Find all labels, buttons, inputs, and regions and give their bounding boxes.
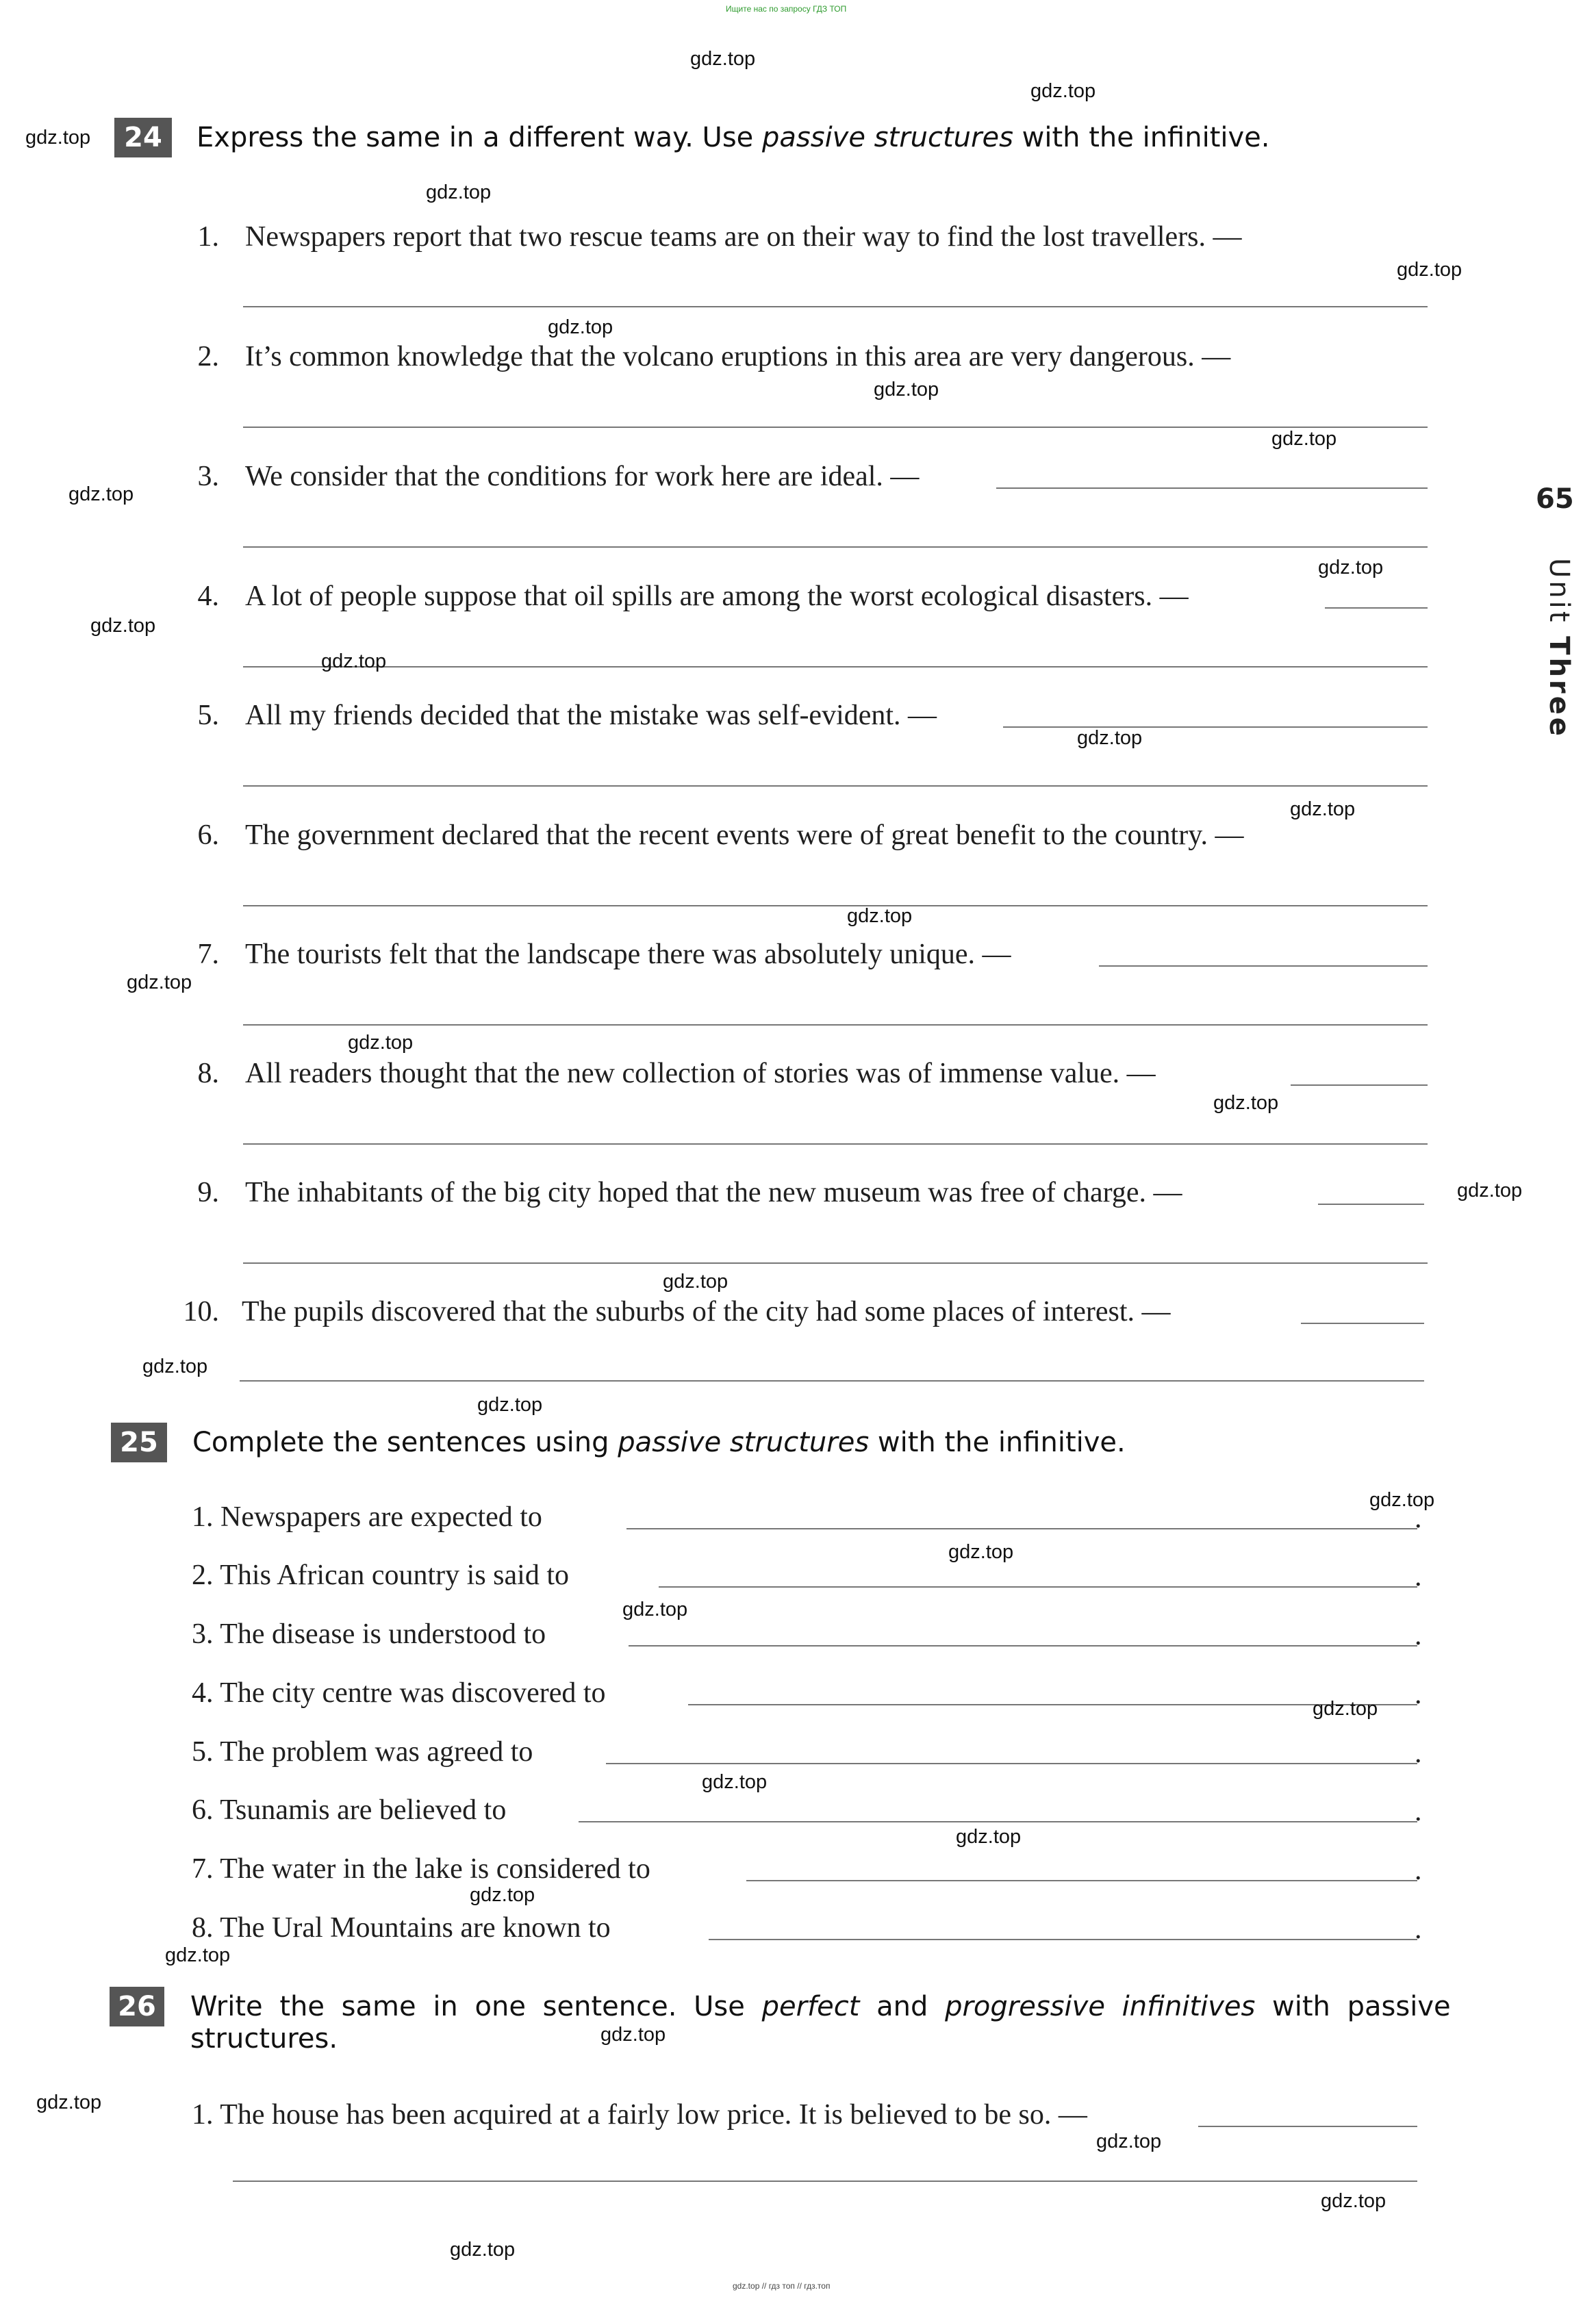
answer-line[interactable] <box>629 1645 1417 1647</box>
answer-line[interactable] <box>243 666 1428 668</box>
page-number: 65 <box>1536 483 1574 515</box>
watermark: gdz.top <box>1313 1698 1378 1720</box>
item-number: 2. <box>197 341 219 372</box>
watermark: gdz.top <box>1457 1180 1523 1202</box>
item-sentence: All my friends decided that the mistake was self-evident. — <box>245 700 937 731</box>
end-period: . <box>1415 1620 1422 1651</box>
item-sentence: 5. The problem was agreed to <box>192 1736 533 1768</box>
exercise-25-badge: 25 <box>111 1423 167 1462</box>
item-sentence: 6. Tsunamis are believed to <box>192 1794 507 1826</box>
watermark: gdz.top <box>1096 2131 1162 2152</box>
answer-line[interactable] <box>746 1880 1417 1881</box>
watermark: gdz.top <box>68 483 134 505</box>
watermark: gdz.top <box>477 1394 543 1416</box>
watermark: gdz.top <box>321 650 387 672</box>
end-period: . <box>1415 1679 1422 1710</box>
item-sentence: A lot of people suppose that oil spills are among the worst ecological disasters. — <box>245 581 1189 612</box>
instruction-text: Complete the sentences using <box>192 1427 609 1458</box>
item-sentence: 3. The disease is understood to <box>192 1618 546 1650</box>
instruction-emphasis: passive structures <box>761 122 1013 153</box>
watermark: gdz.top <box>1030 80 1096 102</box>
watermark: gdz.top <box>1397 259 1462 281</box>
answer-line[interactable] <box>233 2181 1417 2182</box>
answer-line[interactable] <box>243 1262 1428 1264</box>
exercise-26-instruction <box>190 1991 1451 2022</box>
answer-line[interactable] <box>243 306 1428 307</box>
exercise-24-badge: 24 <box>114 118 172 157</box>
end-period: . <box>1415 1855 1422 1886</box>
answer-line[interactable] <box>243 785 1428 787</box>
instruction-emphasis: passive structures <box>618 1427 870 1458</box>
item-number: 9. <box>197 1177 219 1208</box>
item-number: 3. <box>197 461 219 492</box>
instruction-text: Express the same in a different way. Use <box>197 122 754 153</box>
instruction-emphasis: progressive infinitives <box>945 1991 1256 2022</box>
watermark: gdz.top <box>165 1944 231 1966</box>
watermark: gdz.top <box>1321 2190 1386 2212</box>
watermark: gdz.top <box>127 971 192 993</box>
answer-line[interactable] <box>1099 965 1428 967</box>
watermark: gdz.top <box>1318 557 1384 579</box>
answer-line[interactable] <box>243 1143 1428 1145</box>
item-sentence: We consider that the conditions for work here are ideal. — <box>245 461 920 492</box>
end-period: . <box>1415 1796 1422 1827</box>
watermark: gdz.top <box>348 1032 414 1054</box>
item-sentence: The government declared that the recent events were of great benefit to the country. — <box>245 819 1244 851</box>
search-banner: Ищите нас по запросу ГДЗ ТОП <box>726 4 847 14</box>
item-number: 6. <box>197 819 219 851</box>
answer-line[interactable] <box>1325 607 1428 609</box>
instruction-text: with passive <box>1272 1991 1451 2022</box>
end-period: . <box>1415 1503 1422 1534</box>
instruction-emphasis: perfect <box>761 1991 860 2022</box>
answer-line[interactable] <box>606 1763 1417 1764</box>
exercise-26-instruction-cont: structures. <box>190 2023 338 2055</box>
item-number: 5. <box>197 700 219 731</box>
answer-line[interactable] <box>626 1528 1417 1529</box>
instruction-text: Write the same in one sentence. Use <box>190 1991 745 2022</box>
watermark: gdz.top <box>874 379 939 401</box>
watermark: gdz.top <box>948 1541 1014 1563</box>
unit-label: Unit <box>1543 558 1575 625</box>
item-sentence: The pupils discovered that the suburbs of the city had some places of interest. — <box>242 1296 1171 1327</box>
answer-line[interactable] <box>1301 1323 1424 1324</box>
end-period: . <box>1415 1738 1422 1769</box>
watermark: gdz.top <box>25 127 91 149</box>
answer-line[interactable] <box>579 1821 1417 1822</box>
watermark: gdz.top <box>1290 798 1356 820</box>
instruction-text: and <box>876 1991 928 2022</box>
watermark: gdz.top <box>702 1771 768 1793</box>
end-period: . <box>1415 1561 1422 1592</box>
item-sentence: 8. The Ural Mountains are known to <box>192 1912 611 1944</box>
item-sentence: 7. The water in the lake is considered to <box>192 1853 650 1885</box>
watermark: gdz.top <box>663 1271 729 1293</box>
item-sentence: The tourists felt that the landscape there was absolutely unique. — <box>245 939 1011 970</box>
watermark: gdz.top <box>1369 1489 1435 1511</box>
watermark: gdz.top <box>622 1599 688 1620</box>
exercise-25-instruction <box>192 1427 1126 1458</box>
watermark: gdz.top <box>600 2024 666 2046</box>
margin-divider <box>1531 548 1532 808</box>
exercise-26-badge: 26 <box>110 1987 164 2026</box>
watermark: gdz.top <box>690 48 756 70</box>
item-sentence: It’s common knowledge that the volcano eruptions in this area are very dangerous. — <box>245 341 1231 372</box>
item-sentence: All readers thought that the new collection of stories was of immense value. — <box>245 1058 1156 1089</box>
unit-name: Three <box>1543 636 1575 739</box>
answer-line[interactable] <box>243 427 1428 428</box>
item-number: 1. <box>197 221 219 253</box>
watermark: gdz.top <box>1271 428 1337 450</box>
item-sentence: 1. The house has been acquired at a fairly low price. It is believed to be so. — <box>192 2099 1087 2131</box>
item-sentence: The inhabitants of the big city hoped that the new museum was free of charge. — <box>245 1177 1182 1208</box>
end-period: . <box>1415 1914 1422 1945</box>
watermark: gdz.top <box>426 181 492 203</box>
watermark: gdz.top <box>847 905 913 927</box>
exercise-24-instruction <box>197 122 1270 153</box>
watermark: gdz.top <box>1213 1092 1279 1114</box>
answer-line[interactable] <box>659 1586 1417 1588</box>
footer-text: gdz.top // гдз топ // гдз.топ <box>733 2281 831 2291</box>
watermark: gdz.top <box>1077 727 1143 749</box>
watermark: gdz.top <box>36 2092 102 2113</box>
answer-line[interactable] <box>1291 1084 1428 1086</box>
answer-line[interactable] <box>1318 1204 1424 1205</box>
answer-line[interactable] <box>243 546 1428 548</box>
item-sentence: 1. Newspapers are expected to <box>192 1501 542 1533</box>
item-number: 8. <box>197 1058 219 1089</box>
watermark: gdz.top <box>956 1826 1022 1848</box>
watermark: gdz.top <box>142 1356 208 1377</box>
item-number: 10. <box>183 1296 219 1327</box>
answer-line[interactable] <box>688 1704 1417 1705</box>
watermark: gdz.top <box>90 615 156 637</box>
item-number: 4. <box>197 581 219 612</box>
item-sentence: Newspapers report that two rescue teams are on their way to find the lost travellers. — <box>245 221 1242 253</box>
watermark: gdz.top <box>470 1884 535 1906</box>
answer-line[interactable] <box>240 1380 1424 1382</box>
instruction-text: with the infinitive. <box>1022 122 1270 153</box>
item-sentence: 4. The city centre was discovered to <box>192 1677 606 1709</box>
answer-line[interactable] <box>1003 726 1428 728</box>
answer-line[interactable] <box>709 1939 1417 1940</box>
watermark: gdz.top <box>450 2239 516 2261</box>
answer-line[interactable] <box>243 1024 1428 1026</box>
answer-line[interactable] <box>1198 2126 1417 2127</box>
instruction-text: with the infinitive. <box>877 1427 1126 1458</box>
item-number: 7. <box>197 939 219 970</box>
watermark: gdz.top <box>548 316 613 338</box>
item-sentence: 2. This African country is said to <box>192 1560 569 1591</box>
unit-title <box>1543 558 1575 739</box>
answer-line[interactable] <box>243 905 1428 906</box>
answer-line[interactable] <box>996 487 1428 489</box>
